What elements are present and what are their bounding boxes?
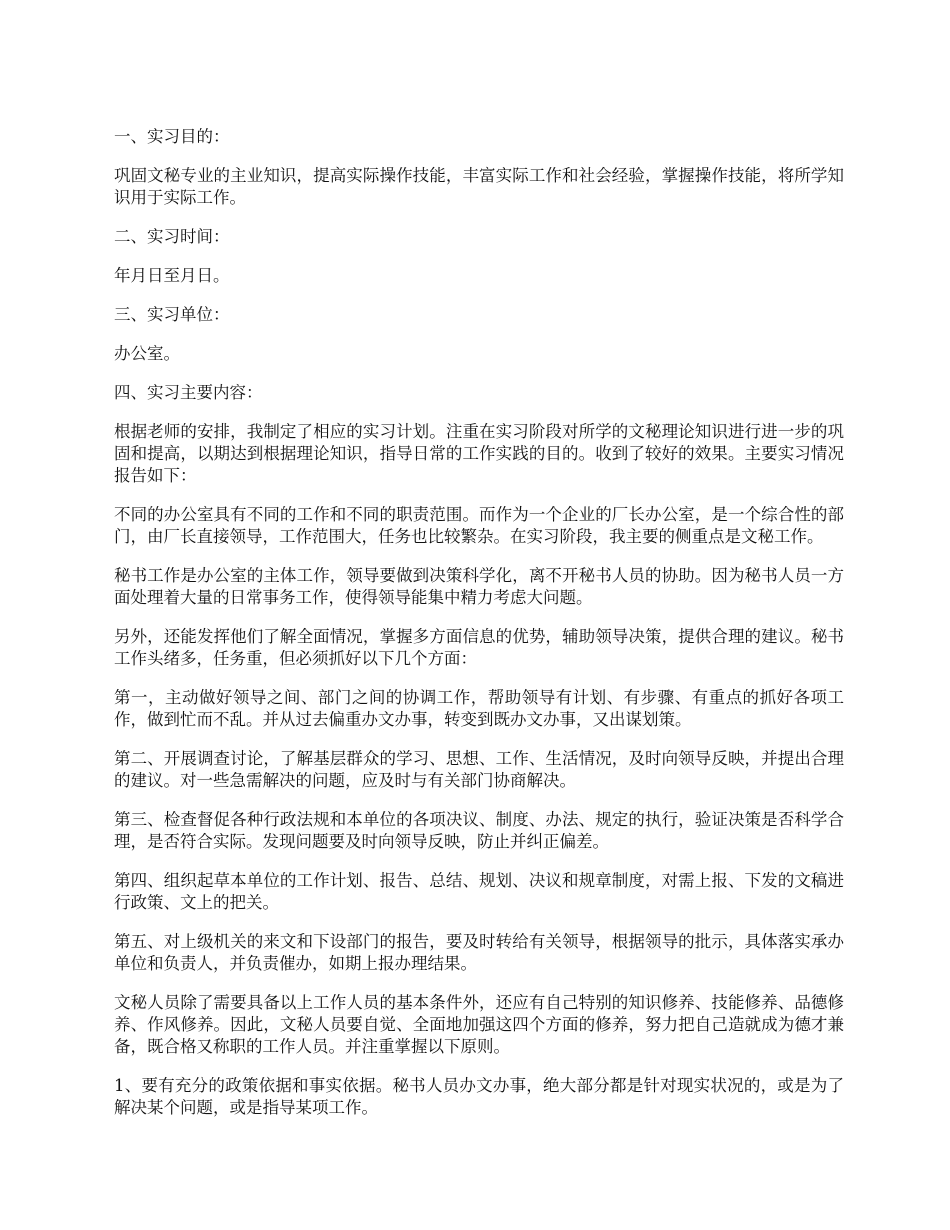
paragraph-fourth: 第四、组织起草本单位的工作计划、报告、总结、规划、决议和规章制度，对需上报、下发的文稿进行政策、文上的把关。 [114,871,844,912]
paragraph-third: 第三、检查督促各种行政法规和本单位的各项决议、制度、办法、规定的执行，验证决策是否科学合理，是否符合实际。发现问题要及时向领导反映，防止并纠正偏差。 [114,810,844,851]
section-heading-time: 二、实习时间： [114,227,230,246]
paragraph-time: 年月日至月日。 [114,266,230,285]
section-heading-unit: 三、实习单位： [114,305,230,324]
paragraph-plan: 根据老师的安排，我制定了相应的实习计划。注重在实习阶段对所学的文秘理论知识进行进一步的巩固和提高，以期达到根据理论知识，指导日常的工作实践的目的。收到了较好的效果。主要实习情况报告如下： [114,422,844,485]
paragraph-purpose: 巩固文秘专业的主业知识，提高实际操作技能，丰富实际工作和社会经验，掌握操作技能，将所学知识用于实际工作。 [114,166,844,207]
paragraph-cultivation: 文秘人员除了需要具备以上工作人员的基本条件外，还应有自己特别的知识修养、技能修养、品德修养、作风修养。因此，文秘人员要自觉、全面地加强这四个方面的修养，努力把自己造就成为德才兼备，既合格又称职的工作人员。并注重掌握以下原则。 [114,993,844,1056]
section-heading-content: 四、实习主要内容： [114,383,263,402]
paragraph-second: 第二、开展调查讨论，了解基层群众的学习、思想、工作、生活情况，及时向领导反映，并提出合理的建议。对一些急需解决的问题，应及时与有关部门协商解决。 [114,749,844,790]
paragraph-office: 不同的办公室具有不同的工作和不同的职责范围。而作为一个企业的厂长办公室，是一个综合性的部门，由厂长直接领导，工作范围大，任务也比较繁杂。在实习阶段，我主要的侧重点是文秘工作。 [114,505,844,546]
paragraph-unit: 办公室。 [114,344,180,363]
document-body [114,126,844,1136]
paragraph-first: 第一，主动做好领导之间、部门之间的协调工作，帮助领导有计划、有步骤、有重点的抓好各项工作，做到忙而不乱。并从过去偏重办文办事，转变到既办文办事，又出谋划策。 [114,688,844,729]
paragraph-principle-1: 1、要有充分的政策依据和事实依据。秘书人员办文办事，绝大部分都是针对现实状况的，或是为了解决某个问题，或是指导某项工作。 [114,1076,844,1117]
paragraph-additionally: 另外，还能发挥他们了解全面情况，掌握多方面信息的优势，辅助领导决策，提供合理的建议。秘书工作头绪多，任务重，但必须抓好以下几个方面： [114,627,844,668]
section-heading-purpose: 一、实习目的： [114,127,230,146]
paragraph-fifth: 第五、对上级机关的来文和下设部门的报告，要及时转给有关领导，根据领导的批示，具体落实承办单位和负责人，并负责催办，如期上报办理结果。 [114,932,844,973]
paragraph-secretary-work: 秘书工作是办公室的主体工作，领导要做到决策科学化，离不开秘书人员的协助。因为秘书人员一方面处理着大量的日常事务工作，使得领导能集中精力考虑大问题。 [114,566,844,607]
